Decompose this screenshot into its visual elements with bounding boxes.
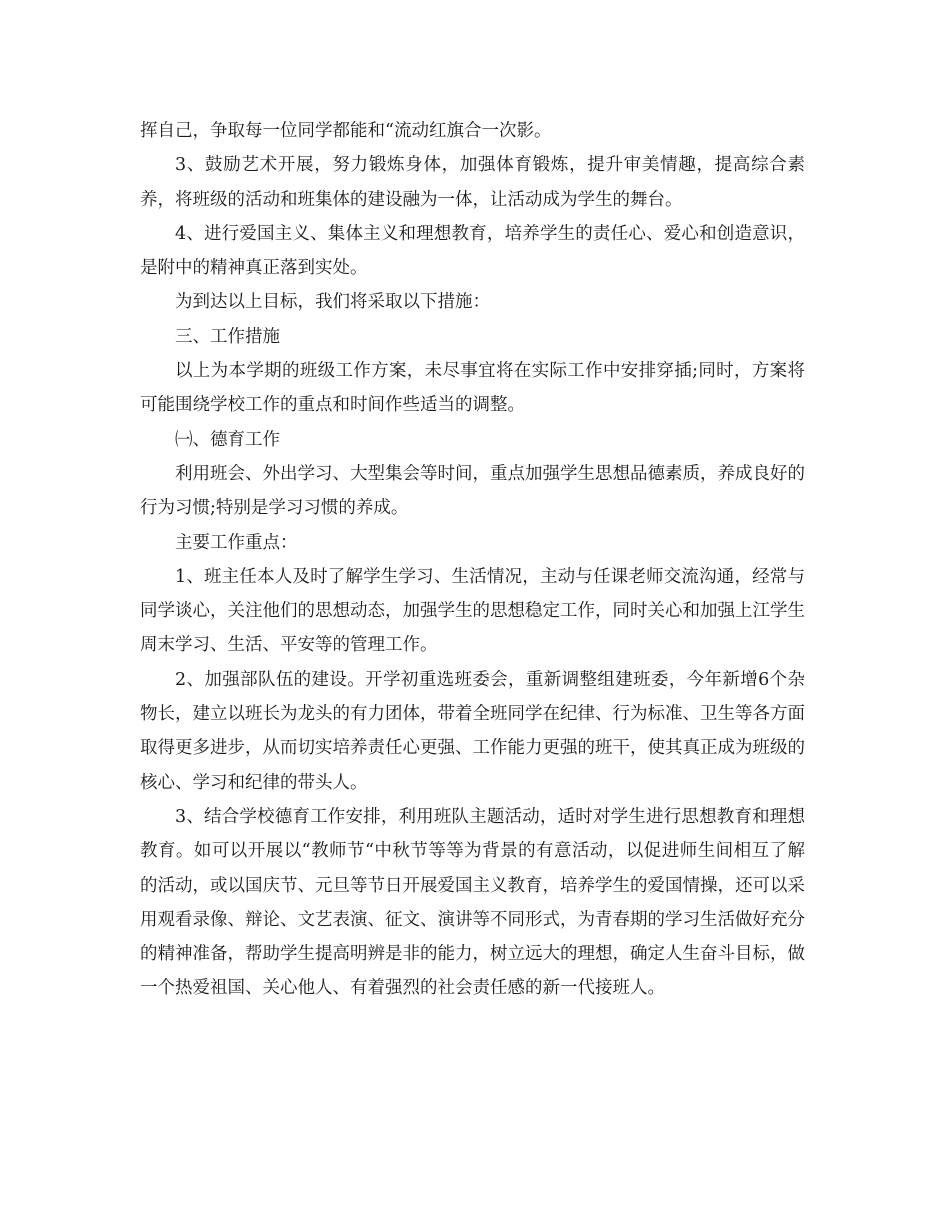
document-body [140,114,805,1006]
paragraph-focus-3: 3、结合学校德育工作安排，利用班队主题活动，适时对学生进行思想教育和理想教育。如可以开展以“教师节“中秋节等等为背景的有意活动，以促进师生间相互了解的活动，或以国庆节、元旦等节日开展爱国主义教育，培养学生的爱国情操，还可以采用观看录像、辩论、文艺表演、征文、演讲等不同形式，为青春期的学习生活做好充分的精神准备，帮助学生提高明辨是非的能力，树立远大的理想，确定人生奋斗目标，做一个热爱祖国、关心他人、有着强烈的社会责任感的新一代接班人。 [140,806,805,999]
paragraph-continuation: 挥自己，争取每一位同学都能和“流动红旗合一次影。 [140,121,552,141]
paragraph-measures-intro: 为到达以上目标，我们将采取以下措施： [175,292,490,313]
paragraph-moral-education: 利用班会、外出学习、大型集会等时间，重点加强学生思想品德素质，养成良好的行为习惯;特别是学习习惯的养成。 [140,463,805,519]
paragraph-focus-1: 1、班主任本人及时了解学生学习、生活情况，主动与任课老师交流沟通，经常与同学谈心，关注他们的思想动态，加强学生的思想稳定工作，同时关心和加强上江学生周末学习、生活、平安等的管理工作。 [140,566,805,656]
section-heading-work-measures: 三、工作措施 [175,326,280,347]
heading-main-focus: 主要工作重点： [175,532,298,553]
paragraph-goal-4: 4、进行爱国主义、集体主义和理想教育，培养学生的责任心、爱心和创造意识，是附中的精神真正落到实处。 [140,223,805,279]
paragraph-focus-2: 2、加强部队伍的建设。开学初重选班委会，重新调整组建班委，今年新增6个杂物长，建立以班长为龙头的有力团体，带着全班同学在纪律、行为标准、卫生等各方面取得更多进步，从而切实培养责任心更强、工作能力更强的班干，使其真正成为班级的核心、学习和纪律的带头人。 [140,669,805,793]
subsection-heading-moral-education: ㈠、德育工作 [175,429,280,450]
paragraph-goal-3: 3、鼓励艺术开展，努力锻炼身体，加强体育锻炼，提升审美情趣，提高综合素养，将班级的活动和班集体的建设融为一体，让活动成为学生的舞台。 [140,155,805,210]
paragraph-plan-note: 以上为本学期的班级工作方案，未尽事宜将在实际工作中安排穿插;同时，方案将可能围绕学校工作的重点和时间作些适当的调整。 [140,361,805,416]
